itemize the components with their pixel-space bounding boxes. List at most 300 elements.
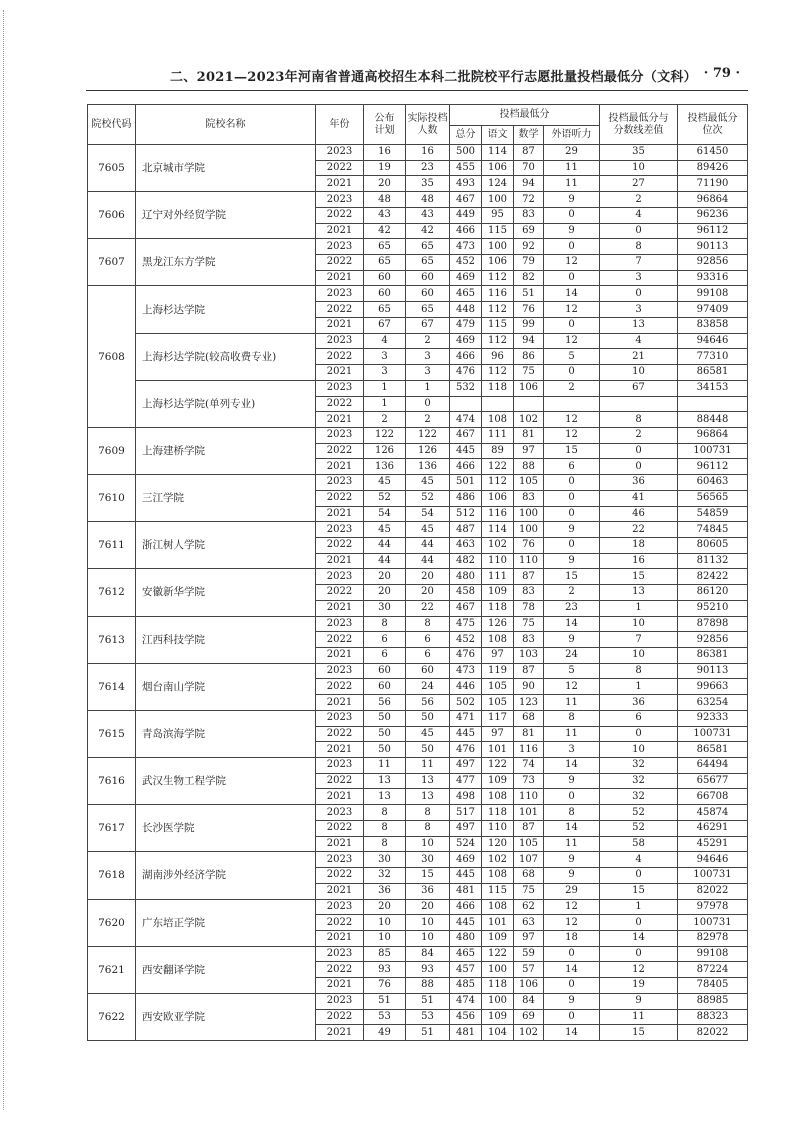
cell-chinese: 109 [482, 773, 514, 789]
cell-diff: 52 [600, 820, 678, 836]
cell-rank: 92333 [678, 710, 748, 726]
cell-actual: 88 [406, 978, 450, 994]
cell-rank: 99108 [678, 946, 748, 962]
cell-actual: 0 [406, 396, 450, 412]
cell-rank: 96112 [678, 223, 748, 239]
cell-actual: 6 [406, 632, 450, 648]
cell-foreign: 15 [544, 569, 600, 585]
cell-math: 72 [514, 192, 544, 208]
cell-year: 2022 [316, 207, 364, 223]
cell-diff: 0 [600, 223, 678, 239]
cell-plan: 10 [364, 930, 406, 946]
cell-rank: 80605 [678, 537, 748, 553]
cell-math: 82 [514, 270, 544, 286]
cell-actual: 53 [406, 1009, 450, 1025]
cell-year: 2022 [316, 1009, 364, 1025]
cell-foreign: 0 [544, 506, 600, 522]
table-row [88, 616, 748, 632]
cell-actual: 65 [406, 302, 450, 318]
cell-actual: 60 [406, 286, 450, 302]
cell-diff: 0 [600, 286, 678, 302]
cell-rank: 56565 [678, 490, 748, 506]
cell-total: 524 [450, 836, 482, 852]
cell-actual: 2 [406, 333, 450, 349]
cell-foreign: 14 [544, 616, 600, 632]
school-code: 7620 [88, 899, 136, 946]
cell-foreign: 0 [544, 1009, 600, 1025]
cell-math: 102 [514, 1025, 544, 1041]
cell-rank: 88448 [678, 412, 748, 428]
cell-plan: 54 [364, 506, 406, 522]
cell-rank: 87224 [678, 962, 748, 978]
cell-rank: 90113 [678, 663, 748, 679]
cell-total: 532 [450, 380, 482, 396]
cell-chinese: 118 [482, 978, 514, 994]
cell-math: 123 [514, 695, 544, 711]
cell-year: 2023 [316, 616, 364, 632]
cell-math: 102 [514, 412, 544, 428]
cell-math: 106 [514, 978, 544, 994]
cell-actual: 93 [406, 962, 450, 978]
cell-math: 75 [514, 616, 544, 632]
cell-actual: 45 [406, 475, 450, 491]
cell-foreign: 5 [544, 349, 600, 365]
cell-year: 2021 [316, 223, 364, 239]
cell-rank: 94646 [678, 333, 748, 349]
school-code: 7615 [88, 710, 136, 757]
cell-foreign: 8 [544, 710, 600, 726]
cell-diff [600, 396, 678, 412]
cell-chinese: 115 [482, 223, 514, 239]
cell-math: 87 [514, 663, 544, 679]
cell-diff: 32 [600, 758, 678, 774]
cell-math: 76 [514, 537, 544, 553]
cell-year: 2021 [316, 695, 364, 711]
cell-diff: 32 [600, 773, 678, 789]
cell-plan: 67 [364, 317, 406, 333]
cell-rank: 64494 [678, 758, 748, 774]
cell-chinese: 108 [482, 632, 514, 648]
cell-chinese: 112 [482, 475, 514, 491]
cell-total: 473 [450, 239, 482, 255]
cell-year: 2023 [316, 663, 364, 679]
cell-math: 100 [514, 506, 544, 522]
cell-actual: 10 [406, 930, 450, 946]
cell-math: 116 [514, 742, 544, 758]
cell-plan: 20 [364, 176, 406, 192]
cell-actual: 44 [406, 553, 450, 569]
cell-diff: 13 [600, 317, 678, 333]
school-code: 7606 [88, 192, 136, 239]
cell-rank: 82022 [678, 1025, 748, 1041]
cell-diff: 2 [600, 192, 678, 208]
cell-plan: 53 [364, 1009, 406, 1025]
school-name: 广东培正学院 [136, 899, 316, 946]
cell-chinese: 106 [482, 490, 514, 506]
cell-plan: 16 [364, 145, 406, 161]
cell-chinese: 118 [482, 380, 514, 396]
school-code: 7608 [88, 286, 136, 427]
cell-year: 2021 [316, 1025, 364, 1041]
cell-year: 2021 [316, 506, 364, 522]
cell-rank: 90113 [678, 239, 748, 255]
cell-diff: 58 [600, 836, 678, 852]
cell-rank: 60463 [678, 475, 748, 491]
cell-actual: 136 [406, 459, 450, 475]
cell-plan: 60 [364, 663, 406, 679]
col-chinese: 语文 [482, 126, 514, 145]
school-name: 辽宁对外经贸学院 [136, 192, 316, 239]
school-code: 7616 [88, 758, 136, 805]
cell-rank: 96864 [678, 192, 748, 208]
school-name: 北京城市学院 [136, 145, 316, 192]
cell-chinese: 100 [482, 239, 514, 255]
cell-total: 457 [450, 962, 482, 978]
cell-plan: 136 [364, 459, 406, 475]
cell-rank: 65677 [678, 773, 748, 789]
cell-foreign: 8 [544, 805, 600, 821]
cell-year: 2023 [316, 475, 364, 491]
cell-plan: 122 [364, 427, 406, 443]
cell-rank: 100731 [678, 868, 748, 884]
cell-math: 100 [514, 522, 544, 538]
cell-total: 448 [450, 302, 482, 318]
cell-diff: 18 [600, 537, 678, 553]
cell-actual: 8 [406, 616, 450, 632]
cell-plan: 1 [364, 396, 406, 412]
cell-rank: 81132 [678, 553, 748, 569]
school-code: 7621 [88, 946, 136, 993]
cell-math: 94 [514, 176, 544, 192]
cell-total: 480 [450, 569, 482, 585]
school-code: 7607 [88, 239, 136, 286]
cell-diff: 4 [600, 207, 678, 223]
cell-plan: 43 [364, 207, 406, 223]
cell-chinese: 109 [482, 585, 514, 601]
school-code: 7609 [88, 427, 136, 474]
cell-plan: 20 [364, 585, 406, 601]
cell-foreign: 11 [544, 176, 600, 192]
cell-actual: 13 [406, 789, 450, 805]
cell-diff: 1 [600, 600, 678, 616]
cell-plan: 50 [364, 726, 406, 742]
cell-actual: 65 [406, 239, 450, 255]
cell-year: 2022 [316, 490, 364, 506]
cell-chinese: 96 [482, 349, 514, 365]
cell-foreign: 12 [544, 679, 600, 695]
cell-diff: 22 [600, 522, 678, 538]
school-code: 7617 [88, 805, 136, 852]
cell-total: 512 [450, 506, 482, 522]
cell-math: 94 [514, 333, 544, 349]
cell-diff: 8 [600, 412, 678, 428]
cell-total: 466 [450, 459, 482, 475]
cell-diff: 21 [600, 349, 678, 365]
col-code: 院校代码 [88, 105, 136, 145]
cell-foreign: 9 [544, 852, 600, 868]
cell-math: 83 [514, 490, 544, 506]
cell-foreign: 11 [544, 726, 600, 742]
cell-math: 103 [514, 648, 544, 664]
cell-foreign: 12 [544, 915, 600, 931]
cell-year: 2023 [316, 380, 364, 396]
cell-math: 74 [514, 758, 544, 774]
cell-rank: 88985 [678, 993, 748, 1009]
cell-year: 2022 [316, 349, 364, 365]
cell-rank: 82978 [678, 930, 748, 946]
cell-chinese: 105 [482, 679, 514, 695]
cell-total: 446 [450, 679, 482, 695]
cell-year: 2022 [316, 915, 364, 931]
cell-plan: 19 [364, 160, 406, 176]
cell-total: 469 [450, 852, 482, 868]
table-body [88, 145, 748, 1041]
cell-foreign: 0 [544, 789, 600, 805]
cell-math [514, 396, 544, 412]
cell-rank: 93316 [678, 270, 748, 286]
school-name: 江西科技学院 [136, 616, 316, 663]
cell-actual: 30 [406, 852, 450, 868]
cell-math: 97 [514, 443, 544, 459]
cell-rank: 88323 [678, 1009, 748, 1025]
cell-plan: 56 [364, 695, 406, 711]
cell-math: 69 [514, 223, 544, 239]
cell-diff: 1 [600, 679, 678, 695]
cell-year: 2022 [316, 820, 364, 836]
cell-chinese: 108 [482, 412, 514, 428]
cell-year: 2023 [316, 805, 364, 821]
cell-diff: 7 [600, 632, 678, 648]
col-total: 总分 [450, 126, 482, 145]
cell-total: 486 [450, 490, 482, 506]
cell-year: 2022 [316, 773, 364, 789]
cell-math: 92 [514, 239, 544, 255]
page-header [86, 66, 746, 90]
cell-actual: 60 [406, 270, 450, 286]
cell-rank: 86381 [678, 648, 748, 664]
cell-foreign: 9 [544, 522, 600, 538]
cell-chinese: 120 [482, 836, 514, 852]
cell-year: 2022 [316, 302, 364, 318]
cell-rank: 99108 [678, 286, 748, 302]
cell-actual: 35 [406, 176, 450, 192]
cell-year: 2022 [316, 443, 364, 459]
cell-total: 517 [450, 805, 482, 821]
cell-foreign: 0 [544, 207, 600, 223]
cell-plan: 3 [364, 349, 406, 365]
table-row [88, 852, 748, 868]
cell-plan: 2 [364, 412, 406, 428]
cell-diff: 15 [600, 569, 678, 585]
cell-math: 75 [514, 365, 544, 381]
cell-rank: 83858 [678, 317, 748, 333]
cell-diff: 41 [600, 490, 678, 506]
cell-math: 70 [514, 160, 544, 176]
cell-year: 2022 [316, 255, 364, 271]
cell-diff: 67 [600, 380, 678, 396]
cell-actual: 45 [406, 522, 450, 538]
cell-chinese: 101 [482, 915, 514, 931]
cell-foreign: 5 [544, 663, 600, 679]
cell-foreign: 14 [544, 758, 600, 774]
cell-rank: 82022 [678, 883, 748, 899]
table-row [88, 805, 748, 821]
cell-total: 463 [450, 537, 482, 553]
cell-math: 83 [514, 585, 544, 601]
cell-chinese: 122 [482, 946, 514, 962]
cell-rank: 95210 [678, 600, 748, 616]
cell-foreign: 0 [544, 537, 600, 553]
cell-total: 502 [450, 695, 482, 711]
col-plan: 公布计划 [364, 105, 406, 145]
cell-year: 2022 [316, 632, 364, 648]
cell-foreign: 12 [544, 333, 600, 349]
cell-plan: 32 [364, 868, 406, 884]
cell-actual: 50 [406, 710, 450, 726]
cell-foreign: 9 [544, 223, 600, 239]
cell-total: 465 [450, 946, 482, 962]
cell-rank: 45291 [678, 836, 748, 852]
cell-total: 467 [450, 192, 482, 208]
cell-plan: 36 [364, 883, 406, 899]
cell-foreign: 14 [544, 820, 600, 836]
cell-diff: 35 [600, 145, 678, 161]
school-name: 青岛滨海学院 [136, 710, 316, 757]
cell-actual: 50 [406, 742, 450, 758]
cell-foreign: 12 [544, 427, 600, 443]
cell-year: 2023 [316, 145, 364, 161]
cell-chinese: 111 [482, 569, 514, 585]
cell-foreign: 12 [544, 412, 600, 428]
col-rank: 投档最低分位次 [678, 105, 748, 145]
cell-math: 68 [514, 868, 544, 884]
cell-plan: 45 [364, 475, 406, 491]
cell-year: 2021 [316, 270, 364, 286]
cell-math: 75 [514, 883, 544, 899]
cell-rank: 86581 [678, 365, 748, 381]
cell-plan: 8 [364, 616, 406, 632]
cell-math: 51 [514, 286, 544, 302]
cell-plan: 44 [364, 553, 406, 569]
cell-foreign: 0 [544, 317, 600, 333]
cell-foreign: 0 [544, 270, 600, 286]
cell-foreign: 29 [544, 883, 600, 899]
cell-rank: 89426 [678, 160, 748, 176]
col-group-min-score: 投档最低分 [450, 105, 600, 126]
cell-diff: 36 [600, 695, 678, 711]
cell-math: 101 [514, 805, 544, 821]
cell-chinese: 112 [482, 333, 514, 349]
cell-total: 497 [450, 820, 482, 836]
cell-year: 2021 [316, 978, 364, 994]
cell-chinese: 122 [482, 459, 514, 475]
cell-chinese: 108 [482, 899, 514, 915]
cell-total: 445 [450, 443, 482, 459]
cell-math: 73 [514, 773, 544, 789]
cell-plan: 10 [364, 915, 406, 931]
cell-plan: 42 [364, 223, 406, 239]
cell-year: 2023 [316, 758, 364, 774]
cell-diff: 3 [600, 270, 678, 286]
cell-chinese: 100 [482, 993, 514, 1009]
cell-total: 481 [450, 1025, 482, 1041]
cell-total: 501 [450, 475, 482, 491]
cell-foreign: 0 [544, 490, 600, 506]
cell-rank: 82422 [678, 569, 748, 585]
cell-chinese: 101 [482, 742, 514, 758]
cell-diff: 8 [600, 239, 678, 255]
cell-actual: 43 [406, 207, 450, 223]
cell-actual: 3 [406, 349, 450, 365]
school-name: 西安翻译学院 [136, 946, 316, 993]
cell-plan: 44 [364, 537, 406, 553]
cell-total: 465 [450, 286, 482, 302]
cell-plan: 20 [364, 899, 406, 915]
cell-actual: 51 [406, 1025, 450, 1041]
cell-math: 83 [514, 632, 544, 648]
cell-diff: 10 [600, 648, 678, 664]
cell-chinese: 112 [482, 302, 514, 318]
school-code: 7605 [88, 145, 136, 192]
cell-total: 487 [450, 522, 482, 538]
table-row [88, 522, 748, 538]
school-name: 安徽新华学院 [136, 569, 316, 616]
cell-diff: 15 [600, 883, 678, 899]
cell-chinese: 122 [482, 758, 514, 774]
cell-actual: 20 [406, 585, 450, 601]
cell-rank: 78405 [678, 978, 748, 994]
cell-rank: 77310 [678, 349, 748, 365]
cell-total: 445 [450, 726, 482, 742]
cell-rank: 71190 [678, 176, 748, 192]
cell-foreign: 14 [544, 1025, 600, 1041]
cell-foreign: 0 [544, 239, 600, 255]
cell-actual: 20 [406, 569, 450, 585]
col-year: 年份 [316, 105, 364, 145]
cell-math: 69 [514, 1009, 544, 1025]
cell-year: 2023 [316, 239, 364, 255]
cell-chinese: 100 [482, 192, 514, 208]
cell-actual: 65 [406, 255, 450, 271]
cell-foreign: 9 [544, 993, 600, 1009]
cell-chinese: 110 [482, 553, 514, 569]
cell-plan: 13 [364, 773, 406, 789]
table-row [88, 993, 748, 1009]
cell-total: 477 [450, 773, 482, 789]
cell-actual: 10 [406, 836, 450, 852]
cell-diff: 0 [600, 726, 678, 742]
cell-diff: 19 [600, 978, 678, 994]
cell-math: 63 [514, 915, 544, 931]
cell-year: 2023 [316, 333, 364, 349]
table-row [88, 192, 748, 208]
cell-plan: 3 [364, 365, 406, 381]
cell-diff: 10 [600, 160, 678, 176]
table-row [88, 145, 748, 161]
table-row [88, 333, 748, 349]
cell-total: 466 [450, 223, 482, 239]
cell-foreign: 12 [544, 255, 600, 271]
cell-total: 475 [450, 616, 482, 632]
cell-total: 474 [450, 993, 482, 1009]
cell-actual: 2 [406, 412, 450, 428]
cell-foreign: 9 [544, 632, 600, 648]
cell-chinese: 97 [482, 648, 514, 664]
cell-foreign: 3 [544, 742, 600, 758]
cell-total: 458 [450, 585, 482, 601]
cell-foreign: 23 [544, 600, 600, 616]
cell-total: 467 [450, 427, 482, 443]
